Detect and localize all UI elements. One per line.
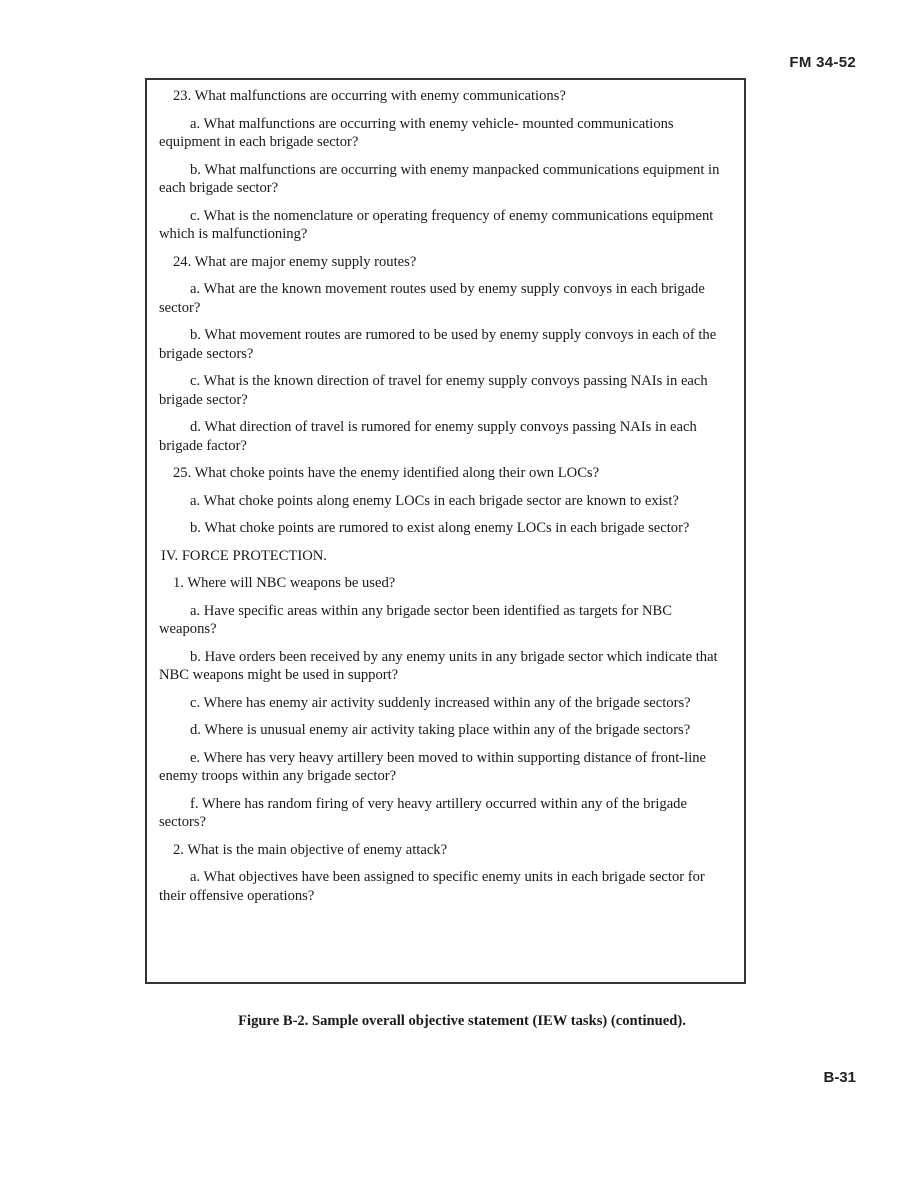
sub-question-item: a. What objectives have been assigned to specific enemy units in each brigade sector for their offensive operations? [159,869,705,904]
sub-question-item: d. What direction of travel is rumored for enemy supply convoys passing NAIs in each brigade factor? [159,419,697,454]
sub-question-item: b. Have orders been received by any enemy units in any brigade sector which indicate that NBC weapons might be used in support? [159,648,718,683]
sub-question-item: e. Where has very heavy artillery been moved to within supporting distance of front-line enemy troops within any brigade sector? [159,749,707,784]
document-code: FM 34-52 [789,54,856,71]
question-item: 1. Where will NBC weapons be used? [173,575,396,591]
question-item: 2. What is the main objective of enemy attack? [173,841,448,858]
question-list [159,87,732,905]
figure-frame [145,78,746,984]
sub-question-item: a. What malfunctions are occurring with enemy vehicle- mounted communications equipment in each brigade sector? [159,115,674,150]
sub-question-item: c. What is the nomenclature or operating frequency of enemy communications equipment which is malfunctioning? [159,207,714,242]
sub-question-item: a. What choke points along enemy LOCs in each brigade sector are known to exist? [190,492,679,509]
sub-question-item: c. What is the known direction of travel for enemy supply convoys passing NAIs in each brigade sector? [159,373,708,408]
sub-question-item: a. Have specific areas within any brigade sector been identified as targets for NBC weapons? [159,602,672,637]
question-item: 23. What malfunctions are occurring with enemy communications? [173,88,566,104]
question-item: 24. What are major enemy supply routes? [173,253,417,270]
question-item: 25. What choke points have the enemy identified along their own LOCs? [173,465,600,481]
section-heading: IV. FORCE PROTECTION. [161,547,327,564]
sub-question-item: d. Where is unusual enemy air activity taking place within any of the brigade sectors? [190,722,691,738]
sub-question-item: f. Where has random firing of very heavy artillery occurred within any of the brigade sectors? [159,795,687,830]
sub-question-item: a. What are the known movement routes used by enemy supply convoys in each brigade sector? [159,281,705,316]
sub-question-item: c. Where has enemy air activity suddenly increased within any of the brigade sectors? [190,694,691,711]
sub-question-item: b. What malfunctions are occurring with enemy manpacked communications equipment in each brigade sector? [159,161,720,196]
page-number: B-31 [823,1069,856,1086]
sub-question-item: b. What movement routes are rumored to be used by enemy supply convoys in each of the brigade sectors? [159,327,717,362]
sub-question-item: b. What choke points are rumored to exist along enemy LOCs in each brigade sector? [190,520,690,536]
figure-caption: Figure B-2. Sample overall objective statement (IEW tasks) (continued). [238,1013,686,1029]
